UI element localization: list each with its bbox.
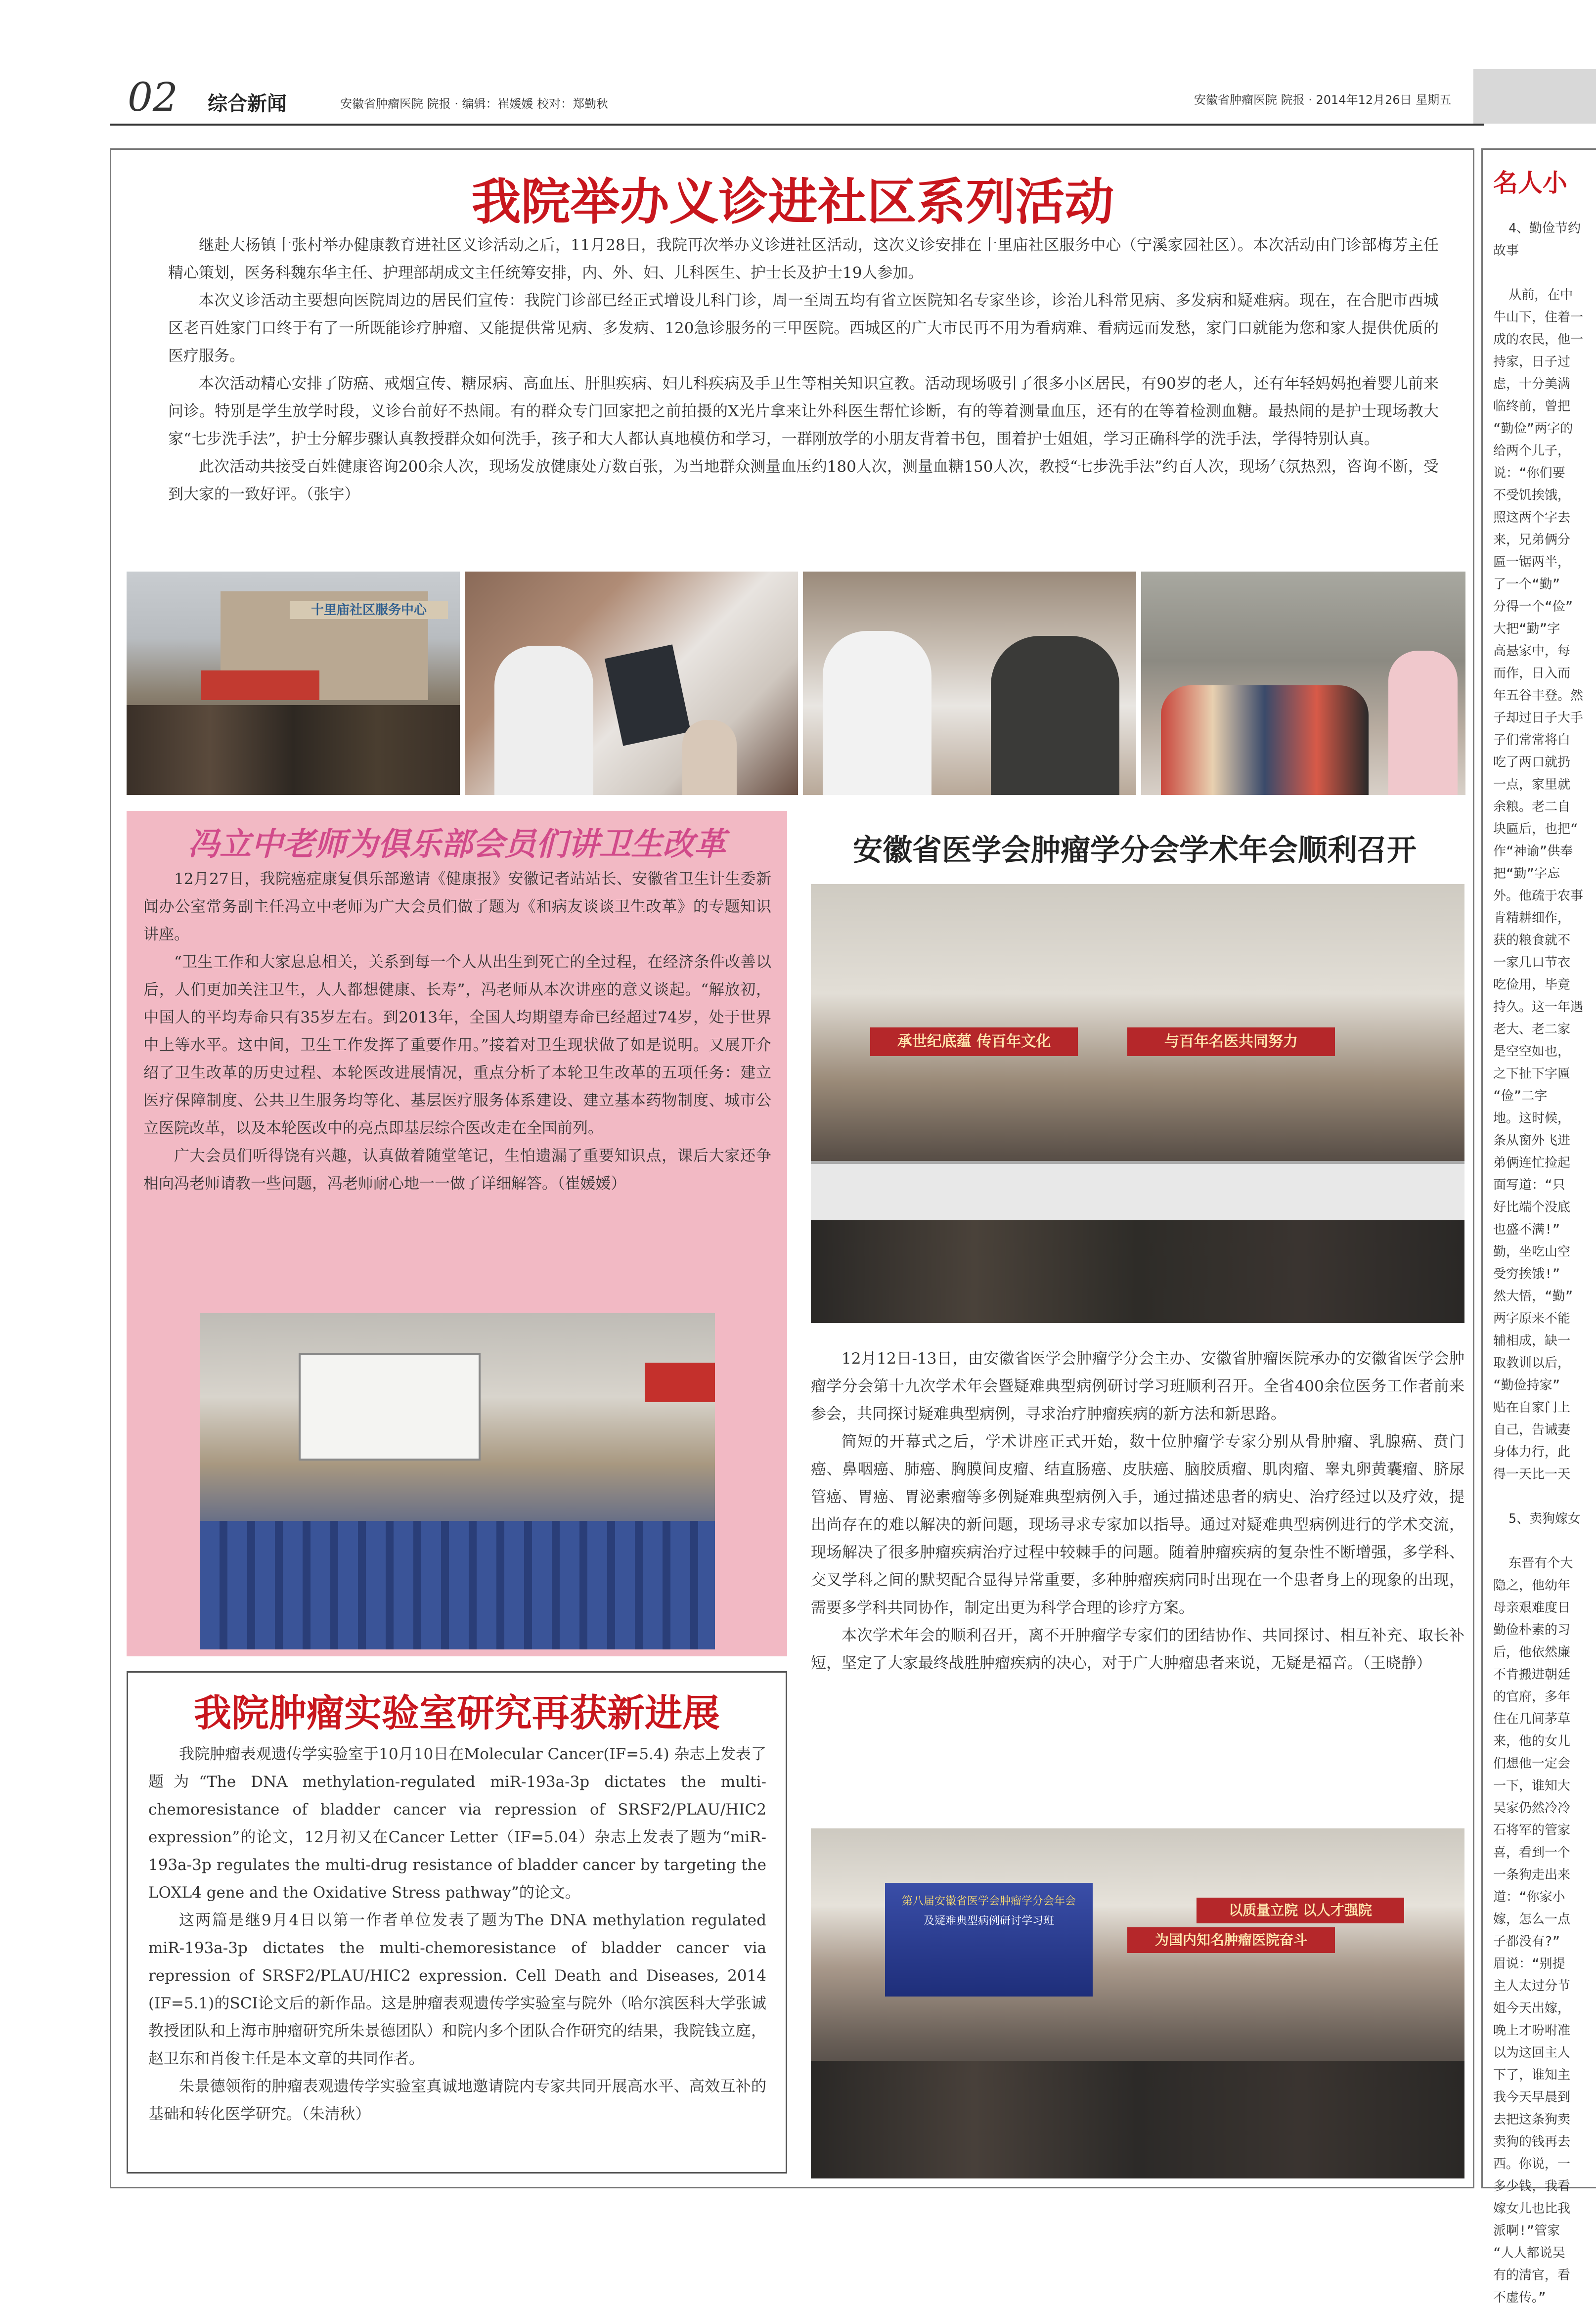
lab-article-title: 我院肿瘤实验室研究再获新进展 xyxy=(194,1691,720,1735)
masthead-left: 安徽省肿瘤医院 院报 · 编辑：崔媛媛 校对：郑勤秋 xyxy=(340,97,609,111)
side-column-line: 大把“勤”字 xyxy=(1493,622,1560,636)
side-column-line: 住在几间茅草 xyxy=(1493,1712,1571,1727)
side-column-line: 多少钱，我看 xyxy=(1493,2179,1571,2194)
pink-article-paragraph: 12月27日，我院癌症康复俱乐部邀请《健康报》安徽记者站站长、安徽省卫生计生委新闻办公室常务副主任冯立中老师为广大会员们做了题为《和病友谈谈卫生改革》的专题知识讲座。 xyxy=(143,870,771,943)
side-column-line xyxy=(1493,1530,1596,1553)
side-column-line: 勤俭朴素的习 xyxy=(1493,1623,1571,1638)
side-column-line: 自己，告诫妻 xyxy=(1493,1422,1571,1437)
kid-group xyxy=(1161,685,1369,795)
side-column-line: 两字原来不能 xyxy=(1493,1311,1571,1326)
side-column-line: 条从窗外飞进 xyxy=(1493,1133,1571,1148)
lab-article-paragraph: 这两篇是继9月4日以第一作者单位发表了题为The DNA methylation regulated miR-193a-3p dictates the multi-chemoresistance of bladder cancer via repression of SRSF2/PLAU/HIC2 expression. Cell Death and Diseases, 2014 (IF=5.1)的SCI论文后的新作品。这是肿瘤表观遗传学实验室与院外（哈尔滨医科大学张诚教授团队和上海市肿瘤研究所朱景德团队）和院内多个团队合作研究的结果，我院钱立庭，赵卫东和肖俊主任是本文章的共同作者。 xyxy=(148,1911,766,2068)
main-article-body xyxy=(168,231,1439,508)
side-column-line: 们想他一定会 xyxy=(1493,1756,1571,1771)
side-column-line: “人人都说吴 xyxy=(1493,2246,1565,2261)
side-column-line: 吃了两口就扔 xyxy=(1493,755,1571,770)
pink-article-body xyxy=(143,865,771,1198)
side-column-line: 喜，看到一个 xyxy=(1493,1845,1571,1860)
side-column-line: 持久。这一年遇 xyxy=(1493,1000,1584,1015)
side-column-line: 一下，谁知大 xyxy=(1493,1778,1571,1793)
photo-conference-hall xyxy=(811,884,1464,1323)
side-column-line: 匾一锯两半， xyxy=(1493,555,1571,570)
side-column-line: 以为这回主人 xyxy=(1493,2045,1571,2060)
side-column-line: 嫁女儿也比我 xyxy=(1493,2201,1571,2216)
page-number: 02 xyxy=(128,74,178,120)
side-column-line: 吴家仍然冷冷 xyxy=(1493,1801,1571,1816)
side-column-line: 给两个儿子， xyxy=(1493,444,1571,458)
side-column-line: 子都没有?” xyxy=(1493,1934,1560,1949)
masthead-right: 安徽省肿瘤医院 院报 · 2014年12月26日 星期五 xyxy=(1194,93,1452,107)
side-column-line: 说：“你们要 xyxy=(1493,466,1565,481)
side-column-text xyxy=(1493,218,1596,2305)
side-column-line: 主人太过分节 xyxy=(1493,1979,1571,1994)
side-column-line: 眉说：“别提 xyxy=(1493,1956,1565,1971)
side-column-line: 成的农民，他一 xyxy=(1493,332,1584,347)
stage-audience xyxy=(811,2061,1464,2178)
photo-children-handwash xyxy=(1141,572,1465,795)
side-column-line: 有的清官，看 xyxy=(1493,2268,1571,2283)
pink-article-paragraph: 广大会员们听得饶有兴趣，认真做着随堂笔记，生怕遗漏了重要知识点，课后大家还争相向冯老师请教一些问题，冯老师耐心地一一做了详细解答。（崔媛媛） xyxy=(143,1147,771,1193)
main-article-paragraph: 本次义诊活动主要想向医院周边的居民们宣传：我院门诊部已经正式增设儿科门诊，周一至周五均有省立医院知名专家坐诊，诊治儿科常见病、多发病和疑难病。现在，在合肥市西城区老百姓家门口终于有了一所既能诊疗肿瘤、又能提供常见病、多发病、120急诊服务的三甲医院。西城区的广大市民再不用为看病难、看病远而发愁，家门口就能为您和家人提供优质的医疗服务。 xyxy=(168,292,1439,365)
side-column-line: 临终前，曾把 xyxy=(1493,399,1571,414)
side-column-line: 我今天早晨到 xyxy=(1493,2090,1571,2105)
side-column-line: 而作，日入而 xyxy=(1493,666,1571,681)
side-column-line: 石将军的管家 xyxy=(1493,1823,1571,1838)
side-column-line: 不虚传。” xyxy=(1493,2290,1546,2305)
side-column-line: 后，他依然廉 xyxy=(1493,1645,1571,1660)
main-article-paragraph: 本次活动精心安排了防癌、戒烟宣传、糖尿病、高血压、肝胆疾病、妇儿科疾病及手卫生等相关知识宣教。活动现场吸引了很多小区居民，有90岁的老人，还有年轻妈妈抱着婴儿前来问诊。特别是学生放学时段，义诊台前好不热闹。有的群众专门回家把之前拍摄的X光片拿来让外科医生帮忙诊断，有的等着测量血压，还有的在等着检测血糖。最热闹的是护士现场教大家“七步洗手法”，护士分解步骤认真教授群众如何洗手，孩子和大人都认真地模仿和学习，一群刚放学的小朋友背着书包，围着护士姐姐，学习正确科学的洗手法，学得特别认真。 xyxy=(168,375,1439,448)
side-column-line: 虑，十分美满 xyxy=(1493,377,1571,392)
side-column-line: 得一天比一天 xyxy=(1493,1467,1571,1482)
pink-article-paragraph: “卫生工作和大家息息相关，关系到每一个人从出生到死亡的全过程，在经济条件改善以后，人们更加关注卫生，人人都想健康、长寿”，冯老师从本次讲座的意义谈起。“解放初，中国人的平均寿命只有35岁左右。到2013年，全国人均期望寿命已经超过74岁，处于世界中上等水平。这中间，卫生工作发挥了重要作用。”接着对卫生现状做了如是说明。又展开介绍了卫生改革的历史过程、本轮医改进展情况，重点分析了本轮卫生改革的五项任务：建立医疗保障制度、公共卫生服务均等化、基层医疗服务体系建设、建立基本药物制度、城市公立医院改革，以及本轮医改中的亮点即基层综合医改走在全国前列。 xyxy=(143,953,771,1137)
photo-conference-stage xyxy=(811,1828,1464,2178)
stage-banner-right: 与百年名医共同努力 xyxy=(1127,1027,1335,1056)
side-column-line: “俭”二字 xyxy=(1493,1089,1548,1104)
side-column-line: 身体力行，此 xyxy=(1493,1445,1571,1460)
lab-article-paragraph: 我院肿瘤表观遗传学实验室于10月10日在Molecular Cancer(IF=5.4) 杂志上发表了题为“The DNA methylation-regulated miR-193a-3p dictates the multi-chemoresistance of bladder cancer via repression of SRSF2/PLAU/HIC2 expression”的论文，12月初又在Cancer Letter（IF=5.04）杂志上发表了题为“miR-193a-3p regulates the multi-drug resistance of bladder cancer by targeting the LOXL4 gene and the Oxidative Stress pathway”的论文。 xyxy=(148,1745,766,1902)
side-column-title: 名人小 xyxy=(1493,168,1567,197)
side-column-line: 把“勤”字忘 xyxy=(1493,866,1560,881)
side-column-line: 取教训以后， xyxy=(1493,1356,1571,1371)
stage-banner-lower-right: 为国内知名肿瘤医院奋斗 xyxy=(1127,1927,1335,1953)
side-column-line: 照这两个字去 xyxy=(1493,510,1571,525)
photo-lecture-hall xyxy=(200,1313,715,1649)
stage-banner-left: 承世纪底蕴 传百年文化 xyxy=(870,1027,1078,1056)
side-column-line: 东晋有个大 xyxy=(1493,1556,1573,1571)
side-column-line: 辅相成，缺一 xyxy=(1493,1333,1571,1348)
side-column-line: 下了，谁知主 xyxy=(1493,2068,1571,2083)
side-column-line: 母亲艰难度日 xyxy=(1493,1600,1571,1615)
side-column-line: 获的粮食就不 xyxy=(1493,933,1571,948)
side-column-line: 道：“你家小 xyxy=(1493,1890,1565,1905)
side-column-line: 来，兄弟俩分 xyxy=(1493,533,1571,547)
side-column-line: 了一个“勤” xyxy=(1493,577,1560,592)
lab-article-paragraph: 朱景德领衔的肿瘤表观遗传学实验室真诚地邀请院内专家共同开展高水平、高效互补的基础和转化医学研究。（朱清秋） xyxy=(148,2078,766,2123)
conf-article-paragraph: 本次学术年会的顺利召开，离不开肿瘤学专家们的团结协作、共同探讨、相互补充、取长补短，坚定了大家最终战胜肿瘤疾病的决心，对于广大肿瘤患者来说，无疑是福音。（王晓静） xyxy=(811,1627,1464,1672)
side-column-line: 块匾后，也把“ xyxy=(1493,822,1578,837)
side-column-line: 的官府，多年 xyxy=(1493,1689,1571,1704)
side-column-line: 是空空如也， xyxy=(1493,1044,1571,1059)
stage-backdrop-sub: 及疑难典型病例研讨学习班 xyxy=(923,1915,1054,1927)
conf-article-paragraph: 12月12日-13日，由安徽省医学会肿瘤学分会主办、安徽省肿瘤医院承办的安徽省医学会肿瘤学分会第十九次学术年会暨疑难典型病例研讨学习班顺利召开。全省400余位医务工作者前来参会，共同探讨疑难典型病例，寻求治疗肿瘤疾病的新方法和新思路。 xyxy=(811,1350,1464,1423)
side-column-line: 然大悟，“勤” xyxy=(1493,1289,1573,1304)
side-column-line: 高悬家中，每 xyxy=(1493,644,1571,659)
side-column-line: 弟俩连忙捡起 xyxy=(1493,1155,1571,1170)
building-banner: 十里庙社区服务中心 xyxy=(290,601,448,619)
side-column-line: 余粮。老二自 xyxy=(1493,799,1571,814)
header-gray-bar xyxy=(1473,69,1596,124)
side-column-line: 肯精耕细作， xyxy=(1493,911,1571,926)
audience xyxy=(811,1220,1464,1323)
side-column-line: 牛山下，住着一 xyxy=(1493,310,1584,325)
header-rule xyxy=(110,124,1484,126)
blue-seats xyxy=(200,1521,715,1649)
side-column-line: 不受饥挨饿， xyxy=(1493,488,1571,503)
photo-doctor-xray xyxy=(465,572,798,795)
side-column-line: “勤俭持家” xyxy=(1493,1378,1560,1393)
side-column-line: 4、勤俭节约 xyxy=(1493,221,1581,236)
lab-article-body xyxy=(148,1740,766,2128)
conf-article-title: 安徽省医学会肿瘤学分会学术年会顺利召开 xyxy=(853,833,1417,868)
side-column-line: 老大、老二家 xyxy=(1493,1022,1571,1037)
side-column-line: 好比端个没底 xyxy=(1493,1200,1571,1215)
pink-article-title: 冯立中老师为俱乐部会员们讲卫生改革 xyxy=(188,826,726,863)
side-column-line: 面写道：“只 xyxy=(1493,1178,1565,1193)
side-column-line: 也盛不满!” xyxy=(1493,1222,1560,1237)
doctor-white-coat xyxy=(494,646,593,795)
side-column-line: 持家，日子过 xyxy=(1493,355,1571,369)
main-article-paragraph: 继赴大杨镇十张村举办健康教育进社区义诊活动之后，11月28日，我院再次举办义诊进社区活动，这次义诊安排在十里庙社区服务中心（宁溪家园社区）。本次活动由门诊部梅芳主任精心策划，医务科魏东华主任、护理部胡成文主任统筹安排，内、外、妇、儿科医生、护士长及护士19人参加。 xyxy=(168,236,1439,282)
side-column-line: 子们常常将白 xyxy=(1493,733,1571,748)
nurse xyxy=(823,631,931,795)
red-wall-banner xyxy=(645,1363,715,1402)
conf-article-body xyxy=(811,1345,1464,1677)
side-column-line: 分得一个“俭” xyxy=(1493,599,1573,614)
stage-backdrop-title: 第八届安徽省医学会肿瘤学分会年会 xyxy=(901,1895,1076,1908)
side-column-line xyxy=(1493,1486,1596,1508)
side-column-line: 吃俭用，毕竟 xyxy=(1493,977,1571,992)
side-column-line: 晚上才吩咐准 xyxy=(1493,2023,1571,2038)
section-title: 综合新闻 xyxy=(208,92,287,115)
side-column-line: 姐今天出嫁， xyxy=(1493,2001,1571,2016)
side-column-line: 嫁，怎么一点 xyxy=(1493,1912,1571,1927)
side-column-line: 卖狗的钱再去 xyxy=(1493,2134,1571,2149)
side-column-line: 贴在自家门上 xyxy=(1493,1400,1571,1415)
photo-blood-pressure xyxy=(803,572,1136,795)
conf-article-paragraph: 简短的开幕式之后，学术讲座正式开始，数十位肿瘤学专家分别从骨肿瘤、乳腺癌、贲门癌、鼻咽癌、肺癌、胸膜间皮瘤、结直肠癌、皮肤癌、脑胶质瘤、肌肉瘤、睾丸卵黄囊瘤、脐尿管癌、胃癌、胃泌素瘤等多例疑难典型病例入手，通过描述患者的病史、治疗经过以及疗效，提出尚存在的难以解决的新问题，现场寻求专家加以指导。通过对疑难典型病例进行的学术交流，现场解决了很多肿瘤疾病治疗过程中较棘手的问题。随着肿瘤疾病的复杂性不断增强，多学科、交叉学科之间的默契配合显得异常重要，多种肿瘤疾病同时出现在一个患者身上的现象的出现，需要多学科共同协作，制定出更为科学合理的诊疗方案。 xyxy=(811,1433,1464,1617)
crowd xyxy=(127,705,460,795)
side-column-line: 作“神谕”供奉 xyxy=(1493,844,1573,859)
child xyxy=(682,720,737,795)
side-column-line: 从前，在中 xyxy=(1493,288,1573,303)
main-article-title: 我院举办义诊进社区系列活动 xyxy=(471,173,1114,231)
side-column-line: “勤俭”两字的 xyxy=(1493,421,1573,436)
red-banner xyxy=(201,670,319,700)
side-column-line: 派啊!”管家 xyxy=(1493,2223,1560,2238)
side-column-line: 之下扯下字匾 xyxy=(1493,1066,1571,1081)
side-column-line: 外。他疏于农事 xyxy=(1493,888,1584,903)
photo-community-center xyxy=(127,572,460,795)
projection-screen xyxy=(299,1353,481,1461)
side-column-line: 一家几口节衣 xyxy=(1493,955,1571,970)
side-column-line: 5、卖狗嫁女 xyxy=(1493,1511,1581,1526)
xray-film xyxy=(605,644,691,746)
main-article-paragraph: 此次活动共接受百姓健康咨询200余人次，现场发放健康处方数百张，为当地群众测量血压约180人次，测量血糖150人次，教授“七步洗手法”约百人次，现场气氛热烈，咨询不断，受到大家的一致好评。（张宇） xyxy=(168,458,1439,503)
side-column-line: 子却过日子大手 xyxy=(1493,710,1584,725)
side-column-line: 不肯搬进朝廷 xyxy=(1493,1667,1571,1682)
side-column-line: 地。这时候， xyxy=(1493,1111,1571,1126)
side-column-line: 年五谷丰登。然 xyxy=(1493,688,1584,703)
patient xyxy=(991,636,1119,795)
side-column-line: 去把这条狗卖 xyxy=(1493,2112,1571,2127)
presidium-table xyxy=(811,1161,1464,1223)
side-column-line: 勤，坐吃山空 xyxy=(1493,1244,1571,1259)
stage-banner-top-right: 以质量立院 以人才强院 xyxy=(1197,1898,1404,1923)
side-column-line: 一点，家里就 xyxy=(1493,777,1571,792)
side-column-line: 一条狗走出来 xyxy=(1493,1867,1571,1882)
nurse-pink xyxy=(1388,651,1458,795)
side-column-line: 西。你说，一 xyxy=(1493,2157,1571,2172)
side-column-line: 隐之，他幼年 xyxy=(1493,1578,1571,1593)
side-column-line xyxy=(1493,262,1596,284)
side-column-line: 来，他的女儿 xyxy=(1493,1734,1571,1749)
side-column-line: 受穷挨饿!” xyxy=(1493,1267,1560,1282)
side-column-line: 故事 xyxy=(1493,243,1519,258)
